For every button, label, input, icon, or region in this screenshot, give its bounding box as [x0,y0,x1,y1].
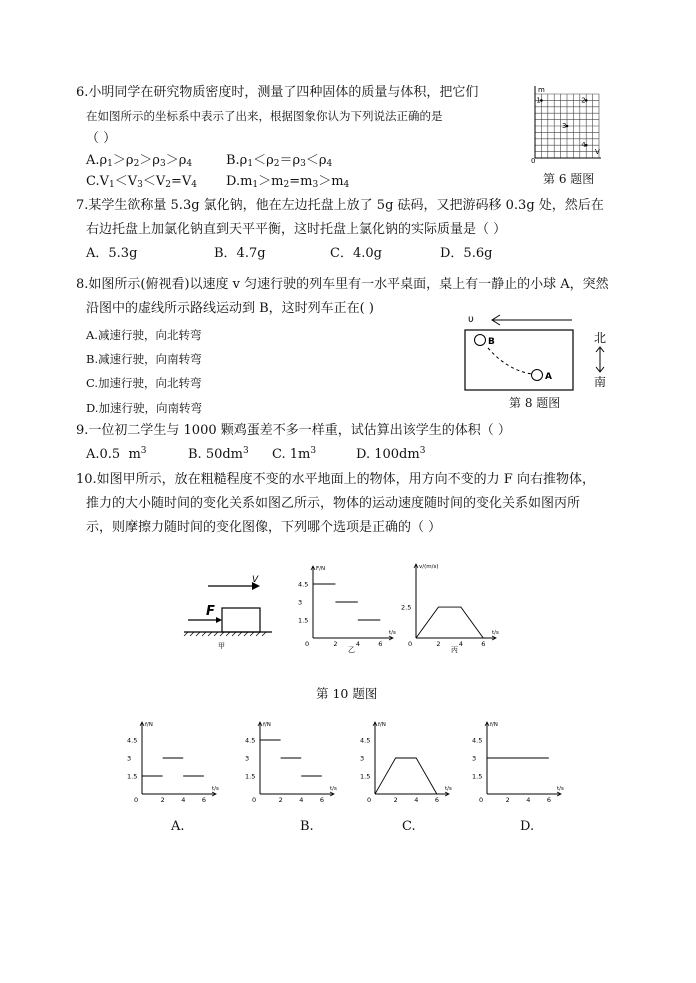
q9-option-b: B. $50dm^3$ [188,446,249,462]
y-tick-label: 3 [298,598,303,607]
y-tick-label: 3 [360,754,365,763]
x-tick-label: 0 [305,640,310,648]
y-axis-label: f/N [378,722,386,728]
y-tick-label: 1.5 [245,772,256,781]
q8-option-a: A.减速行驶，向北转弯 [86,328,202,342]
q10-fig-bing-chart [396,560,506,654]
x-tick-label: 6 [201,796,206,804]
q6-axis-v: V [595,148,600,156]
x-tick-label: 4 [299,796,304,804]
y-tick-label: 2.5 [401,603,412,612]
y-tick-label: 4.5 [472,736,483,745]
x-tick-label: 4 [526,796,531,804]
data-point-label: 3 [562,122,567,130]
q10-line1: 10.如图甲所示，放在粗糙程度不变的水平地面上的物体，用方向不变的力 F 向右推物体， [76,472,595,487]
q10-option-a-label: A. [171,819,185,834]
q6-density-figure [525,84,605,164]
x-tick-label: 6 [481,640,486,648]
x-tick-label: 0 [134,796,139,804]
series-line [375,758,437,794]
q6-option-c: $C.V_1<V_3<V_2=V_4$ [86,174,198,190]
y-tick-label: 4.5 [298,580,309,589]
q9-option-d: D. $100dm^3$ [356,446,426,462]
q10-caption: 第 10 题图 [316,686,378,701]
x-tick-label: 0 [479,796,484,804]
x-tick-label: 2 [436,640,441,648]
x-tick-label: 0 [367,796,372,804]
q10-option-a-chart [122,718,226,806]
x-tick-label: 6 [434,796,439,804]
q10-option-c-chart [355,718,459,806]
q7-option-d: D．5.6g [440,246,493,261]
x-tick-label: 2 [393,796,398,804]
data-point-label: 2 [581,96,586,105]
x-tick-label: 2 [160,796,165,804]
q10-option-d-chart [467,718,571,806]
q8-ball-a-label: A [545,372,552,382]
q9-option-a: A.0.5 $m^3$ [86,446,147,462]
q10-option-c-label: C. [402,819,416,834]
x-axis-label: t/s [389,630,396,636]
q7-line2: 右边托盘上加氯化钠直到天平平衡，这时托盘上氯化钠的实际质量是（ ） [86,222,507,237]
q10-velocity-label: V [252,575,259,585]
q7-line1: 7.某学生欲称量 5.3g 氯化钠，他在左边托盘上放了 5g 砝码，又把游码移 0.3g 处，然后在 [76,198,604,213]
q7-option-c: C．4.0g [330,246,382,261]
x-tick-label: 4 [181,796,186,804]
y-axis-label: F/N [316,566,326,572]
y-tick-label: 1.5 [127,772,138,781]
q6-origin: 0 [531,157,536,164]
x-tick-label: 2 [333,640,338,648]
x-axis-label: t/s [557,786,564,792]
q8-velocity-label: υ [468,314,474,325]
x-axis-label: t/s [445,786,452,792]
q6-line2: 在如图所示的坐标系中表示了出来，根据图象你认为下列说法正确的是 [86,109,443,123]
q8-north-label: 北 [594,331,607,345]
x-axis-label: t/s [492,630,499,636]
q10-force-label: F [206,604,215,619]
x-tick-label: 2 [505,796,510,804]
y-tick-label: 3 [245,754,250,763]
q8-train-figure [462,310,622,394]
y-axis-label: f/N [145,722,153,728]
q10-option-b-label: B. [300,819,314,834]
y-tick-label: 3 [127,754,132,763]
chart-sub-label: 丙 [451,646,458,654]
q8-ball-b-label: B [488,337,495,347]
q9-option-c: C. $1m^3$ [272,446,317,462]
x-tick-label: 0 [252,796,257,804]
q8-option-c: C.加速行驶，向北转弯 [86,376,202,390]
data-point-label: 1 [536,96,541,105]
y-tick-label: 1.5 [298,616,309,625]
y-axis-label: f/N [490,722,498,728]
q6-caption: 第 6 题图 [543,172,595,186]
q10-fig-jia-label: 甲 [218,642,225,650]
q6-option-b: $B.\rho_1<\rho_2=\rho_3<\rho_4$ [226,153,333,169]
q7-option-a: A．5.3g [86,246,138,261]
x-axis-label: t/s [212,786,219,792]
q7-option-b: B．4.7g [214,246,266,261]
chart-sub-label: 乙 [348,646,355,654]
q6-option-d: $D.m_1>m_2=m_3>m_4$ [226,174,350,190]
x-tick-label: 6 [546,796,551,804]
x-tick-label: 4 [355,640,360,648]
y-tick-label: 1.5 [472,772,483,781]
q10-option-d-label: D. [520,819,535,834]
y-axis-label: f/N [263,722,271,728]
q10-fig-yi-chart [293,562,403,654]
q8-south-label: 南 [594,375,607,389]
x-tick-label: 2 [278,796,283,804]
y-tick-label: 4.5 [360,736,371,745]
x-tick-label: 4 [458,640,463,648]
q8-line2: 沿图中的虚线所示路线运动到 B，这时列车正在( ) [86,301,374,316]
q10-option-b-chart [240,718,344,806]
data-point-label: 4 [581,141,586,150]
q8-caption: 第 8 题图 [509,396,561,410]
q6-option-a: $A.\rho_1>\rho_2>\rho_3>\rho_4$ [86,153,193,169]
x-tick-label: 0 [408,640,413,648]
q6-line3: （ ） [86,131,117,146]
x-tick-label: 4 [414,796,419,804]
x-tick-label: 6 [319,796,324,804]
y-axis-label: v/(m/s) [419,564,439,570]
q10-line3: 示，则摩擦力随时间的变化图像，下列哪个选项是正确的（ ） [86,520,442,535]
q8-line1: 8.如图所示(俯视看)以速度 v 匀速行驶的列车里有一水平桌面，桌上有一静止的小球 A，突然 [76,277,609,292]
q10-fig-jia [180,570,280,652]
q10-line2: 推力的大小随时间的变化关系如图乙所示，物体的运动速度随时间的变化关系如图丙所 [86,496,581,511]
x-tick-label: 6 [378,640,383,648]
q8-option-b: B.减速行驶，向南转弯 [86,352,202,366]
x-axis-label: t/s [330,786,337,792]
y-tick-label: 4.5 [245,736,256,745]
q6-axis-m: m [538,86,545,94]
q8-option-d: D.加速行驶，向南转弯 [86,401,202,415]
series-line [416,607,483,638]
y-tick-label: 3 [472,754,477,763]
q9-line1: 9.一位初二学生与 1000 颗鸡蛋差不多一样重，试估算出该学生的体积（ ） [76,423,511,438]
y-tick-label: 1.5 [360,772,371,781]
q6-line1: 6.小明同学在研究物质密度时，测量了四种固体的质量与体积，把它们 [76,85,479,100]
y-tick-label: 4.5 [127,736,138,745]
